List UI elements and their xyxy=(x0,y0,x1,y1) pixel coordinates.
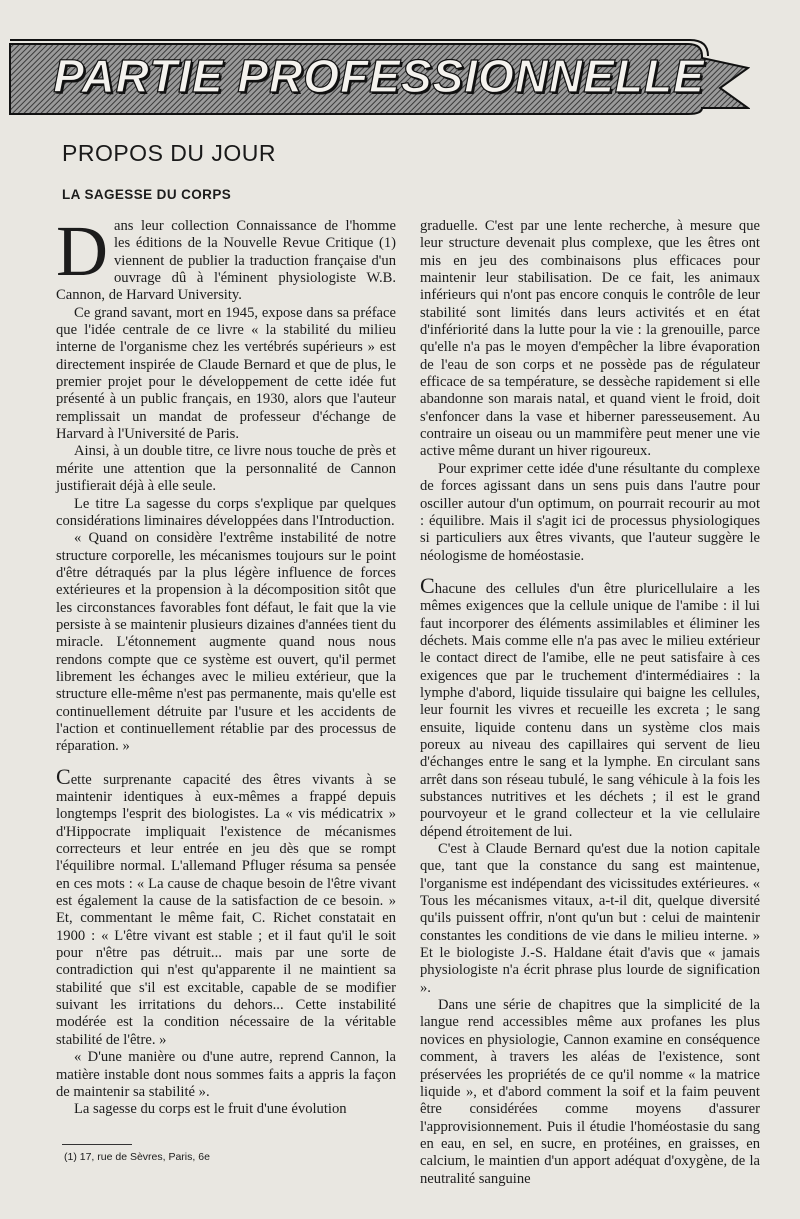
paragraph: graduelle. C'est par une lente recherche, à mesure que leur structure devenait plus complexe, que les êtres ont mis en jeu des combinaisons plus efficaces pour maintenir leur stabilisation. De ce fait, les animaux inférieurs qui n'ont pas encore conquis le contrôle de leur stabilité sont limités dans leurs activités et en état d'infériorité dans la lutte pour la vie : la grenouille, parce qu'elle n'a pas le moyen d'empêcher la libre évaporation de l'eau de son corps et ne possède pas de régulateur efficace de sa température, se dessèche rapidement si elle abandonne son marais natal, et quand vient le froid, doit s'enfoncer dans la vase et hiberner paresseusement. Au contraire un oiseau ou un mammifère peut mener une vie active même durant un hiver rigoureux. xyxy=(420,218,760,460)
paragraph: « Quand on considère l'extrême instabilité de notre structure corporelle, les mécanismes toujours sur le point d'être détraqués par la plus légère influence de forces extérieures et la propension à la décomposition sitôt que les circonstances favorables font défaut, le fait que la vie persiste à se maintenir plusieurs dizaines d'années tient du miracle. L'étonnement augmente quand nous nous rendons compte que ce système est ouvert, qu'il permet librement les échanges avec le milieu extérieur, que la structure elle-même n'est pas permanente, mais qu'elle est continuellement détruite par l'usure et les accidents de l'action et continuellement rétablie par des processus de réparation. » xyxy=(56,530,396,755)
paragraph-text: ans leur collection Connaissance de l'homme les éditions de la Nouvelle Revue Critique (1) viennent de publier la traduction française d'un ouvrage dû à l'éminent physiologiste W.B. Cannon, de Harvard University. xyxy=(56,218,396,304)
banner xyxy=(8,38,750,116)
initial-cap: C xyxy=(56,763,71,789)
footnote: (1) 17, rue de Sèvres, Paris, 6e xyxy=(64,1151,210,1163)
banner-title: PARTIE PROFESSIONNELLE xyxy=(53,50,705,102)
paragraph: Ce grand savant, mort en 1945, expose dans sa préface que l'idée centrale de ce livre « la stabilité du milieu interne de l'organisme chez les vertébrés supérieurs » est directement inspirée de Claude Bernard et que de plus, le premier projet pour le développement de cette idée fut présenté à un public français, en 1930, alors que l'auteur remplissait un mandat de professeur d'échange de Harvard à l'Université de Paris. xyxy=(56,304,396,443)
section-title: PROPOS DU JOUR xyxy=(62,140,277,166)
paragraph-text: ette surprenante capacité des êtres vivants à se maintenir identiques à eux-mêmes a frappé depuis longtemps l'esprit des biologistes. La « vis médicatrix » d'Hippocrate impliquait l'existence de mécanismes correcteurs et leur entrée en jeu dès que se rompt l'équilibre normal. L'allemand Pfluger résuma sa pensée en ces mots : « La cause de chaque besoin de l'être vivant est également la cause de la satisfaction de ce besoin. » Et, commentant le même fait, C. Richet constatait en 1900 : « L'être vivant est stable ; et il faut qu'il le soit pour n'être pas détruit... mais par une sorte de contradiction qui n'est qu'apparente il ne maintient sa stabilité que s'il est excitable, capable de se modifier suivant les irritations du dehors... Cette instabilité modérée est la condition nécessaire de la véritable stabilité de l'être. » xyxy=(56,771,396,1048)
paragraph: « D'une manière ou d'une autre, reprend Cannon, la matière instable dont nous sommes faits a appris la façon de maintenir sa stabilité ». xyxy=(56,1049,396,1100)
column-right xyxy=(420,218,760,1188)
paragraph: La sagesse du corps est le fruit d'une évolution xyxy=(74,1101,347,1118)
paragraph: C'est à Claude Bernard qu'est due la notion capitale que, tant que la constance du sang est maintenue, l'organisme est indépendant des vicissitudes extérieures. « Tous les mécanismes vitaux, a-t-il dit, quelque diversité qu'ils puissent offrir, n'ont qu'un but : celui de maintenir constantes les conditions de vie dans le milieu interne. » Et le biologiste J.-S. Haldane était d'avis que « jamais physiologiste n'a écrit phrase plus lourde de signification ». xyxy=(420,841,760,996)
paragraph xyxy=(56,763,396,1050)
footnote-divider xyxy=(62,1144,132,1145)
paragraph: Dans une série de chapitres que la simplicité de la langue rend accessibles même aux profanes les plus novices en physiologie, Cannon examine en conséquence comment, à travers les aléas de l'existence, sont préservées les propriétés de ce qu'il nomme « la matrice liquide », et d'abord comment la soif et la faim peuvent être considérées comme moyens d'assurer l'approvisionnement. Puis il étudie l'homéostasie du sang en eau, en sel, en sucre, en protéines, en graisses, en calcium, le maintien d'un apport adéquat d'oxygène, de la neutralité sanguine xyxy=(420,997,760,1187)
paragraph xyxy=(420,572,760,841)
paragraph: Le titre La sagesse du corps s'explique par quelques considérations liminaires développées dans l'Introduction. xyxy=(56,495,396,529)
drop-cap: D xyxy=(56,211,108,291)
paragraph: Pour exprimer cette idée d'une résultante du complexe de forces agissant dans un sens puis dans l'autre pour osciller autour d'un optimum, on pourrait recourir au mot : équilibre. Mais il s'agit ici de processus physiologiques si particuliers aux êtres vivants, que l'auteur suggère le néologisme de homéostasie. xyxy=(420,460,760,564)
initial-cap: C xyxy=(420,572,435,598)
paragraph xyxy=(56,211,396,305)
article-title: LA SAGESSE DU CORPS xyxy=(62,187,232,202)
column-left xyxy=(56,211,396,1119)
paragraph: Ainsi, à un double titre, ce livre nous touche de près et mérite une attention que la personnalité de Cannon justifierait déjà à elle seule. xyxy=(56,443,396,495)
paragraph-text: hacune des cellules d'un être pluricellulaire a les mêmes exigences que la cellule unique de l'amibe : il lui faut incorporer des éléments assimilables et éliminer les déchets. Mais comme elle n'a pas avec le milieu extérieur le contact direct de l'amibe, elle ne peut satisfaire à ces exigences que par le truchement d'intermédiaires : la lymphe d'abord, liquide tissulaire qui baigne les cellules, leur fournit les vivres et recueille les excreta ; le sang ensuite, liquide contenu dans un système clos mais poreux au niveau des capillaires qui servent de lieu d'échanges entre le sang et la lymphe. En circulant sans arrêt dans son réseau tubulé, le sang véhicule à la fois les substances nutritives et les déchets ; il est le grand pourvoyeur et le grand collecteur et la vie cellulaire dépend étroitement de lui. xyxy=(420,580,760,840)
